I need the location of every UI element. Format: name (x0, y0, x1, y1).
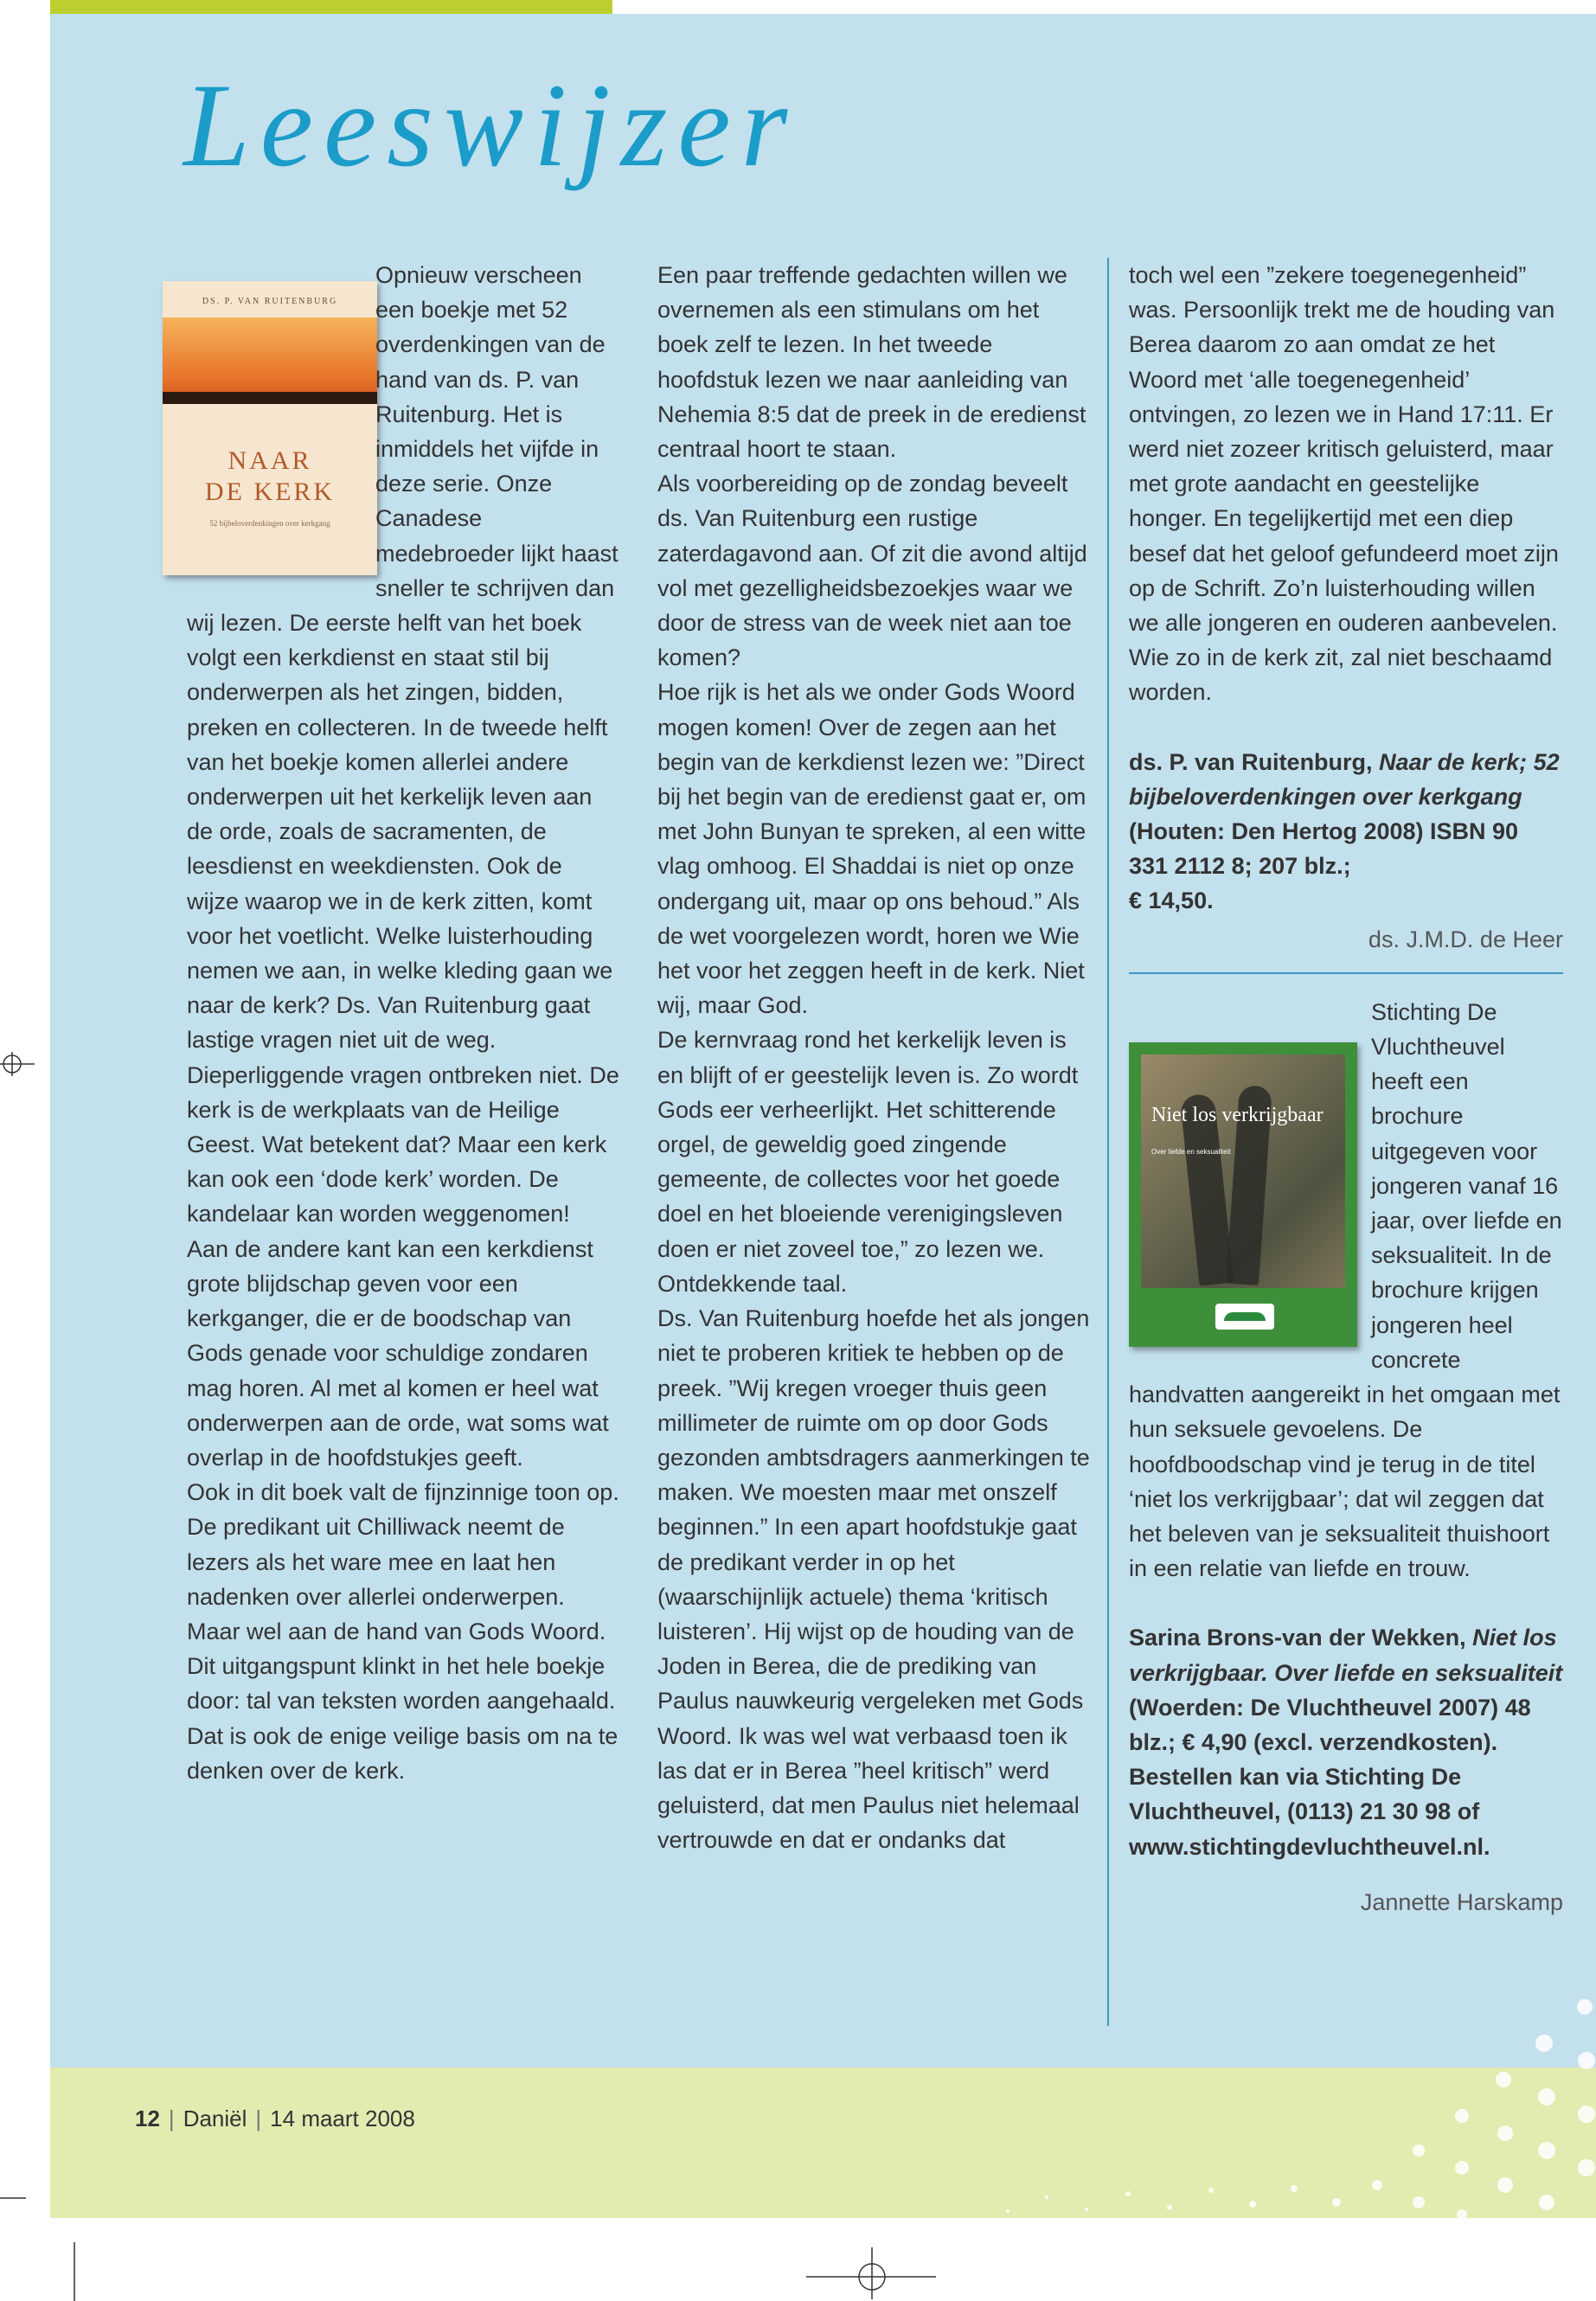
paragraph: Hoe rijk is het als we onder Gods Woord mogen komen! Over de zegen aan het begin van de kerkdienst lezen we: ”Direct bij het begin van de eredienst gaat er, om met John Bunyan te spreken, al een witte vlag omhoog. El Shaddai is niet op onze ondergang uit, maar op ons behoud.” Als de wet voorgelezen wordt, horen we Wie het voor het zeggen heeft in de kerk. Niet wij, maar God. (657, 679, 1086, 1019)
paragraph: Als voorbereiding op de zondag beveelt ds. Van Ruitenburg een rustige zaterdagavond aan. Of zit die avond altijd vol met gezelligheidsbezoekjes waar we door de stress van de week niet aan toe komen? (657, 471, 1087, 671)
column-3 (1129, 258, 1563, 1920)
crop-mark (0, 2180, 52, 2301)
issue-date: 14 maart 2008 (270, 2106, 415, 2131)
page-title: Leeswijzer (183, 59, 798, 191)
paragraph: Ds. Van Ruitenburg hoefde het als jongen niet te proberen kritiek te hebben op de preek. ”Wij kregen vroeger thuis geen millimeter de ruimte om op door Gods gezonden ambtsdragers aanmerkingen te maken. We moesten maar met onszelf beginnen.” In een apart hoofdstukje gaat de predikant verder in op het (waarschijnlijk actuele) thema ‘kritisch luisteren’. Hij wijst op de houding van de Joden in Berea, die de prediking van Paulus nauwkeurig vergeleken met Gods Woord. Ik was wel wat verbaasd toen ik las dat er in Berea ”heel kritisch” werd geluisterd, dat men Paulus niet helemaal vertrouwde en dat er ondanks dat (657, 1305, 1090, 1854)
registration-mark (0, 1047, 35, 1081)
book-cover-title: Niet los verkrijgbaar (1151, 1104, 1324, 1126)
book-cover-title: NAAR DE KERK (204, 446, 336, 506)
paragraph: Ook in dit boek valt de fijnzinnige toon op. De predikant uit Chilliwack neemt de lezers als het ware mee en laat hen nadenken over allerlei onderwerpen. Maar wel aan de hand van Gods Woord. Dit uitgangspunt klinkt in het hele boekje door: tal van teksten worden aangehaald. Dat is ook de enige veilige basis om na te denken over de kerk. (187, 1479, 619, 1784)
top-accent-bar (50, 0, 612, 14)
paragraph: Stichting De Vluchtheuvel heeft een brochure uitgegeven voor jongeren vanaf 16 jaar, over liefde en seksualiteit. In de brochure krijgen jongeren heel concrete handvatten aangereikt in het omgaan met hun seksuele gevoelens. De hoofdboodschap vind je terug in de titel ‘niet los verkrijgbaar’; dat wil zeggen dat het beleven van je seksualiteit thuishoort in een relatie van liefde en trouw. (1129, 998, 1562, 1582)
column-2 (657, 258, 1090, 1857)
registration-mark (806, 2247, 936, 2299)
book-reference: Sarina Brons-van der Wekken, Niet los verkrijgbaar. Over liefde en seksualiteit (Woerden: De Vluchtheuvel 2007) 48 blz.; € 4,90 (excl. verzendkosten). Bestellen kan via Stichting De Vluchtheuvel, (0113) 21 30 98 of www.stichtingdevluchtheuvel.nl. (1129, 1625, 1563, 1860)
paragraph: Opnieuw verscheen een boekje met 52 overdenkingen van de hand van ds. P. van Ruitenburg. Het is inmiddels het vijfde in deze serie. Onze Canadese medebroeder lijkt haast sneller te schrijven dan wij lezen. De eerste helft van het boek volgt een kerkdienst en staat stil bij onderwerpen als het zingen, bidden, preken en collecteren. In de tweede helft van het boekje komen allerlei andere onderwerpen uit het kerkelijk leven aan de orde, zoals de sacramenten, de leesdienst en weekdiensten. Ook de wijze waarop we in de kerk zitten, komt voor het voetlicht. Welke luisterhouding nemen we aan, in welke kleding gaan we naar de kerk? Ds. Van Ruitenburg gaat lastige vragen niet uit de weg. Dieperliggende vragen ontbreken niet. De kerk is de werkplaats van de Heilige Geest. Wat betekent dat? Maar een kerk kan ook een ‘dode kerk’ worden. De kandelaar kan worden weggenomen! (187, 262, 619, 1227)
author-credit: ds. J.M.D. de Heer (1368, 926, 1563, 952)
book-cover-subtitle: 52 bijbeloverdenkingen over kerkgang (209, 519, 330, 528)
section-divider (1129, 972, 1563, 974)
crop-mark (73, 2242, 76, 2301)
paragraph: toch wel een ”zekere toegenegenheid” was. Persoonlijk trekt me de houding van Berea daarom zo aan omdat ze het Woord met ‘alle toegenegenheid’ ontvingen, zo lezen we in Hand 17:11. Er werd niet zozeer kritisch geluisterd, maar met grote aandacht en geestelijke honger. En tegelijkertijd met een diep besef dat het geloof gefundeerd moet zijn op de Schrift. Zo’n luisterhouding willen we alle jongeren en ouderen aanbevelen. Wie zo in de kerk zit, zal niet beschaamd worden. (1129, 262, 1559, 706)
paragraph: Een paar treffende gedachten willen we overnemen als een stimulans om het boek zelf te lezen. In het tweede hoofdstuk lezen we naar aanleiding van Nehemia 8:5 dat de preek in de eredienst centraal hoort te staan. (657, 262, 1086, 463)
magazine-name: Daniël (183, 2106, 247, 2131)
page-number: 12 (135, 2106, 160, 2131)
column-1 (187, 258, 619, 1788)
paragraph: De kernvraag rond het kerkelijk leven is en blijft of er geestelijk leven is. Zo wordt Gods eer verheerlijkt. Het schitterende orgel, de geweldig goed zingende gemeente, de collectes voor het goede doel en het bloeiende verenigingsleven doen er niet zoveel toe,” zo lezen we. Ontdekkende taal. (657, 1027, 1079, 1297)
paragraph: Aan de andere kant kan een kerkdienst grote blijdschap geven voor een kerkganger, die er de boodschap van Gods genade voor schuldige zondaren mag horen. Al met al komen er heel wat onderwerpen aan de orde, wat soms wat overlap in de hoofdstukjes geeft. (187, 1235, 609, 1471)
book-reference: ds. P. van Ruitenburg, Naar de kerk; 52 bijbeloverdenkingen over kerkgang (Houten: Den Hertog 2008) ISBN 90 331 2112 8; 207 blz.; € 14,50. (1129, 748, 1560, 914)
footer-band (50, 2067, 1596, 2218)
column-divider (1107, 258, 1109, 2026)
author-credit: Jannette Harskamp (1360, 1888, 1563, 1915)
book-cover-subtitle: Over liefde en seksualiteit (1151, 1148, 1231, 1156)
book-cover-author: DS. P. VAN RUITENBURG (202, 297, 338, 306)
page-footer: 12 | Daniël | 14 maart 2008 (135, 2106, 415, 2131)
